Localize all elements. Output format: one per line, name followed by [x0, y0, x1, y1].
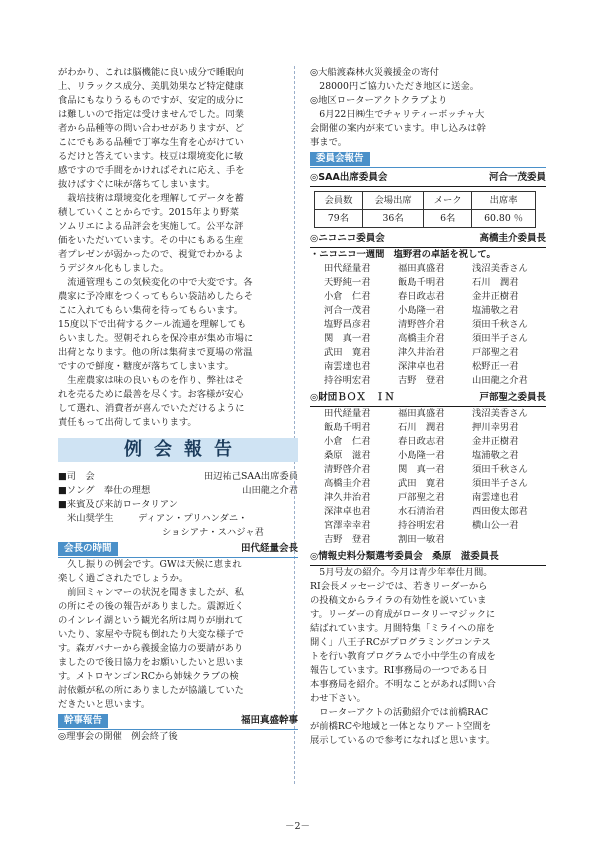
niko-committee-title	[310, 232, 546, 248]
member-name: 小倉 仁君	[324, 436, 371, 447]
text-line: す。リーダーの育成がロータリーマジックに	[310, 609, 496, 620]
member-name: 福田真盛君	[398, 263, 445, 274]
member-name: 宮澤幸幸君	[324, 520, 371, 531]
text-line: す。森ガバナーから義援金協力の要請があり	[58, 643, 244, 654]
member-name: 津久井治君	[324, 492, 371, 503]
text-line: 討依頼が私の所にありましたが協議していた	[58, 685, 244, 696]
table-header: 会員数	[315, 192, 363, 210]
member-name: 塩野昌彦君	[324, 319, 371, 330]
text-line: 結ばれています。月間特集「ミライへの扉を	[310, 623, 495, 634]
text-line: 食品にもなりうるものですが、安定的成分に	[58, 95, 244, 106]
member-name: 浅沼美香さん	[472, 408, 528, 419]
president-paragraph-1	[58, 558, 298, 586]
member-name: 松野正一君	[472, 361, 519, 372]
text-line: す。メトロヤンゴンRCから姉妹クラブの検	[58, 671, 239, 682]
member-name: 高橋圭介君	[324, 478, 371, 489]
member-name: 南雲達也君	[324, 361, 371, 372]
committee-chair: 戸部聖之委員長	[479, 392, 546, 403]
secretary-item-detail: 会開催の案内が来ています。申し込みは幹	[310, 123, 486, 134]
left-column	[58, 66, 298, 744]
info-committee-title: ◎情報史料分類選考委員会 桑原 滋委員長	[310, 550, 546, 566]
program-value: 田辺祐己SAA出席委員	[203, 471, 298, 482]
program-song	[58, 484, 298, 498]
member-name: 武田 寛君	[398, 478, 445, 489]
text-line: 上、リラックス成分、美肌効果など特定健康	[58, 81, 244, 92]
page-number: －2－	[284, 821, 311, 832]
text-line: ローターアクトの活動紹介では前橋RAC	[319, 707, 489, 718]
member-name: 塩浦敬之君	[472, 305, 519, 316]
member-name: 桑原 滋君	[324, 450, 371, 461]
foundation-box-title	[310, 391, 546, 407]
secretary-item: ◎大船渡森林火災義援金の寄付	[310, 67, 439, 78]
text-line: 報告しています。RI事務局の一つである日	[310, 665, 488, 676]
text-line: 15度以下で出荷するクール流通を理解しても	[58, 319, 247, 330]
intro-paragraph	[58, 66, 298, 192]
text-line: 流通管理もこの気候変化の中で大変です。各	[67, 277, 253, 288]
member-name: 金井正樹君	[472, 436, 519, 447]
table-cell: 60.80 ％	[472, 210, 536, 228]
member-name: 浅沼美香さん	[472, 263, 528, 274]
text-line: 5月号友の紹介。今月は青少年奉仕月間。	[319, 567, 493, 578]
text-line: 展示しているので参考になればと思います。	[310, 735, 496, 746]
program-label: ■司 会	[58, 471, 95, 482]
member-name: 持谷明宏君	[398, 520, 445, 531]
member-name: 武田 寛君	[324, 347, 371, 358]
member-name: 小倉 仁君	[324, 291, 371, 302]
text-line: こにでもある品種で丁寧な生育を心がけてい	[58, 137, 244, 148]
table-header-row	[315, 192, 536, 210]
secretary-item: ◎理事会の開催 例会終了後	[58, 731, 178, 742]
committee-name: ◎財団ＢＯＸ ＩＮ	[310, 392, 395, 403]
program-guests	[58, 498, 298, 512]
info-paragraph-1	[310, 566, 546, 706]
committee-name: ◎ニコニコ委員会	[310, 233, 385, 244]
text-line: れを売るために最善を尽くす。お客様が安心	[58, 389, 244, 400]
member-name: 押川幸男君	[472, 422, 519, 433]
section-tag: 幹事報告	[58, 714, 108, 728]
text-line: 責任もって出荷してまいります。	[58, 417, 197, 428]
member-name: 河合一茂君	[324, 305, 371, 316]
member-name: 割田一敏君	[398, 534, 445, 545]
member-name: 吉野 登君	[324, 534, 371, 545]
member-name: 飯島千明君	[324, 422, 371, 433]
member-name: 清野啓介君	[324, 464, 371, 475]
text-line: の所にその後の報告がありました。震源近く	[58, 601, 244, 612]
member-name: 清野啓介君	[398, 319, 445, 330]
program-mc	[58, 470, 298, 484]
table-row	[315, 210, 536, 228]
text-line: の投稿文からライラの有効性を説いていま	[310, 595, 487, 606]
member-name: 深津卓也君	[398, 361, 445, 372]
text-line: 出荷となります。他の所は集荷まで夏場の常温	[58, 347, 253, 358]
section-tag: 会長の時間	[58, 542, 118, 556]
member-name: 西田俊太郎君	[472, 506, 528, 517]
member-name: 関 真一君	[398, 464, 445, 475]
member-name: 須田半子さん	[472, 333, 528, 344]
guest-name-2: ショシアナ・スハジャ君	[162, 527, 264, 538]
member-name: 飯島千明君	[398, 277, 445, 288]
program-label: ■来賓及び来訪ロータリアン	[58, 499, 178, 510]
text-line: して選れ、消費者が喜んでいただけるように	[58, 403, 245, 414]
secretary-item-detail: 事まで。	[310, 137, 348, 148]
member-name: 塩浦敬之君	[472, 450, 519, 461]
secretary-item-detail: 28000円ご協力いただき地区に送金。	[319, 81, 480, 92]
text-line: 生産農家は味の良いものを作り、弊社はそ	[67, 375, 244, 386]
member-name: 高橋圭介君	[398, 333, 445, 344]
member-name: 持谷明宏君	[324, 375, 371, 386]
member-name: 春日政志君	[398, 291, 445, 302]
president-paragraph-2	[58, 586, 298, 712]
member-name: 須田千秋さん	[472, 464, 528, 475]
table-header: 会場出席	[362, 192, 423, 210]
text-line: ましたので後日協力をお願いしたいと思いま	[58, 657, 244, 668]
member-name: 小島隆一君	[398, 450, 445, 461]
president-section-header	[58, 542, 298, 558]
member-name: 山田龍之介君	[472, 375, 528, 386]
guest-line	[58, 526, 298, 540]
table-header: メーク	[424, 192, 472, 210]
member-name: 戸部聖之君	[472, 347, 519, 358]
text-line: 抜けばすぐに味が落ちてしまいます。	[58, 179, 216, 190]
text-line: 者プレゼンが弱かったので、視覚でわかるよ	[58, 249, 244, 260]
table-cell: 79名	[315, 210, 363, 228]
committee-chair: 高橋圭介委員長	[479, 233, 546, 244]
member-name: 小島隆一君	[398, 305, 445, 316]
text-line: らいました。翌朝それらを保冷車が集め市場に	[58, 333, 254, 344]
section-speaker: 田代経量会長	[240, 543, 298, 554]
member-name	[472, 533, 546, 547]
member-name: 春日政志君	[398, 436, 445, 447]
table-header: 出席率	[472, 192, 536, 210]
member-name: 石川 潤君	[472, 277, 519, 288]
niko-subtitle: ・ニコニコ一週間 塩野君の卓話を祝して。	[310, 249, 496, 260]
text-line: 積していくことからです。2015年より野菜	[58, 207, 239, 218]
text-line: 久し振りの例会です。GWは天候に恵まれ	[67, 559, 242, 570]
text-line: RI会長メッセージでは、若きリーダーから	[310, 581, 488, 592]
committee-name: ◎SAA出席委員会	[310, 172, 388, 183]
text-line: 農家に予冷庫をつくってもらい袋詰めしたらそ	[58, 291, 254, 302]
member-name: 金井正樹君	[472, 291, 519, 302]
text-line: トを行い教育プログラムで小中学生の育成を	[310, 651, 496, 662]
secretary-item: ◎地区ローターアクトクラブより	[310, 95, 448, 106]
text-line: 者から品種等の問い合わせがありますが、ど	[58, 123, 244, 134]
text-line: 感ですので手間をかければそれに応え、手を	[58, 165, 245, 176]
text-line: るだけと答えています。枝豆は環境変化に敏	[58, 151, 244, 162]
member-name: 須田半子さん	[472, 478, 528, 489]
info-paragraph-2	[310, 706, 546, 748]
text-line: 開く」八王子RCがプログラミングコンテス	[310, 637, 491, 648]
member-name: 田代経量君	[324, 408, 371, 419]
saa-committee-title	[310, 171, 546, 187]
guest-category: 米山奨学生	[67, 513, 114, 524]
section-speaker: 福田真盛幹事	[240, 715, 298, 726]
member-name: 横山公一君	[472, 520, 519, 531]
text-line: は難しいので指定は受けませんでした。同業	[58, 109, 244, 120]
text-line: 栽培技術は環境変化を理解してデータを蓄	[67, 193, 244, 204]
member-name: 福田真盛君	[398, 408, 445, 419]
committee-section-header	[310, 152, 546, 168]
text-line: いたり、家屋や寺院も倒れたり大変な様子で	[58, 629, 244, 640]
text-line: ソムリエによる品評会を実施して。公平な評	[58, 221, 244, 232]
member-name: 水石清治君	[398, 506, 445, 517]
committee-chair: 河合一茂委員	[488, 172, 546, 183]
member-name: 吉野 登君	[398, 375, 445, 386]
program-label: ■ソング 奉仕の理想	[58, 485, 151, 496]
secretary-section-header	[58, 714, 298, 730]
text-line: 前回ミャンマーの状況を聞きましたが、私	[67, 587, 244, 598]
text-line: がわかり、これは脳機能に良い成分で睡眠向	[58, 67, 244, 78]
program-value: 山田龍之介君	[242, 485, 298, 496]
member-name: 南雲達也君	[472, 492, 519, 503]
box-names-list	[324, 407, 546, 547]
guest-name-1: ディアン・プリハンダニ・	[138, 513, 248, 524]
member-name: 関 真一君	[324, 333, 371, 344]
distribution-paragraph	[58, 276, 298, 374]
guest-line	[58, 512, 298, 526]
text-line: うデジタル化もしました。	[58, 263, 170, 274]
member-name: 田代経量君	[324, 263, 371, 274]
attendance-table	[314, 191, 536, 228]
text-line: 楽しく過ごされたでしょうか。	[58, 573, 189, 584]
niko-names-list	[324, 262, 546, 388]
member-name: 深津卓也君	[324, 506, 371, 517]
right-column	[310, 66, 546, 748]
meeting-report-heading: 例会報告	[58, 438, 298, 462]
text-line: が前橋RCや地域と一体となりアート空間を	[310, 721, 492, 732]
text-line: 本事務局を紹介。不明なことがあれば問い合	[310, 679, 496, 690]
text-line: のインレイ湖という観光名所は周りが崩れて	[58, 615, 244, 626]
member-name: 津久井治君	[398, 347, 445, 358]
table-cell: 36名	[362, 210, 423, 228]
text-line: ですので鮮度・糖度が落ちてしまいます。	[58, 361, 234, 372]
section-tag: 委員会報告	[310, 152, 370, 166]
member-name: 石川 潤君	[398, 422, 445, 433]
table-cell: 6名	[424, 210, 472, 228]
closing-paragraph	[58, 374, 298, 430]
secretary-item-detail: 6月22日㈱生でチャリティーボッチャ大	[319, 109, 485, 120]
member-name: 戸部聖之君	[398, 492, 445, 503]
cultivation-paragraph	[58, 192, 298, 276]
member-name: 天野純一君	[324, 277, 371, 288]
text-line: こに入れてもらい集荷を待ってもらいます。	[58, 305, 244, 316]
member-name: 須田千秋さん	[472, 319, 528, 330]
text-line: 価をいただいています。その中にもある生産	[58, 235, 244, 246]
text-line: だきたいと思います。	[58, 699, 151, 710]
text-line: わせ下さい。	[310, 693, 366, 704]
